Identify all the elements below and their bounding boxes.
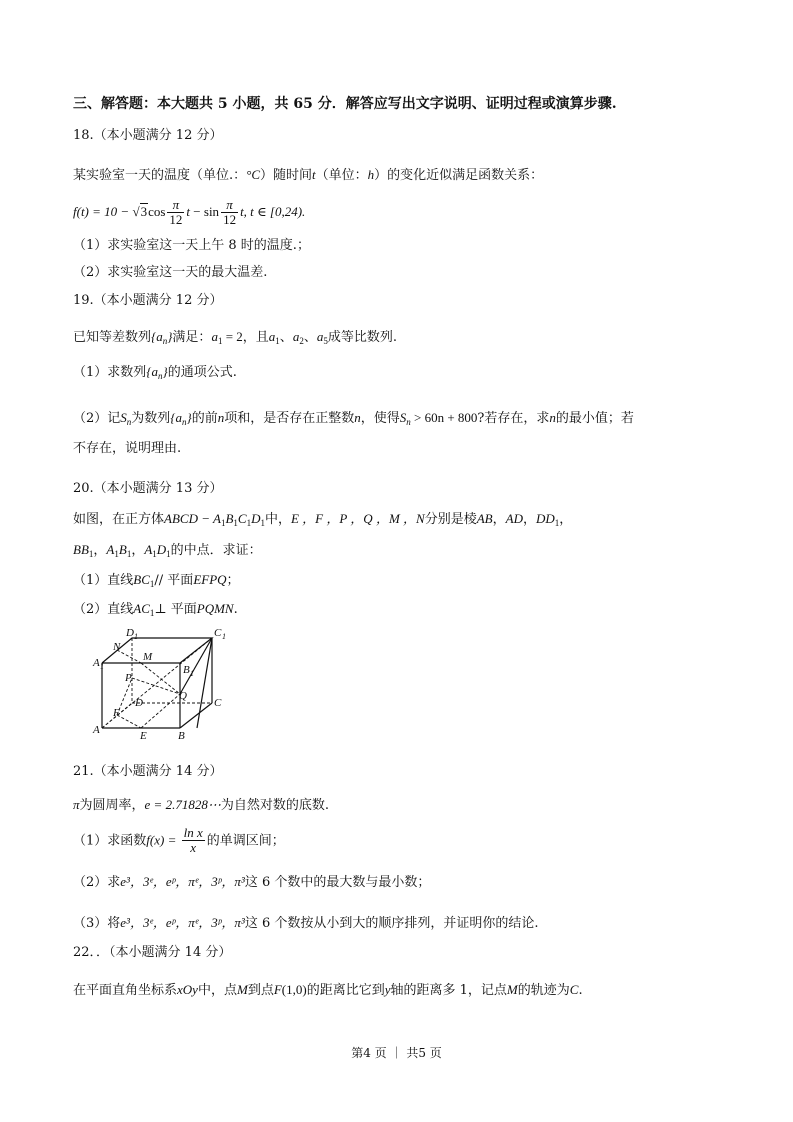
label-C1-sub: 1 <box>222 632 226 641</box>
q20-stem-cont: $BB_1$，$A_1B_1$，$A_1D_1$的中点．求证： <box>73 542 262 559</box>
q20-heading: 20.（本小题满分 13 分） <box>73 481 223 496</box>
label-B1-sub: 1 <box>190 669 194 678</box>
q18-function: f(t) = 10 − √3cos $\frac{\pi}{12}$ t − sin $\frac{\pi}{12}$ t, t ∈ [0,24). <box>73 197 306 228</box>
q21-heading: 21.（本小题满分 14 分） <box>73 764 223 779</box>
label-Q: Q <box>179 690 187 702</box>
label-P: P <box>125 672 132 684</box>
label-C: C <box>214 697 222 709</box>
label-A: A <box>93 724 100 736</box>
section-header: 三、解答题：本大题共 5 小题，共 65 分．解答应写出文字说明、证明过程或演算步骤. <box>73 96 617 112</box>
q18-part1: （1）求实验室这一天上午 8 时的温度.； <box>73 238 310 253</box>
label-B1: B <box>183 664 190 676</box>
label-D: D <box>135 697 143 709</box>
q21-part2: （2）求e³，3ᵉ，eᵖ，πᵉ，3ᵖ，π³这 6 个数中的最大数与最小数； <box>73 874 431 890</box>
label-D1-sub: 1 <box>134 632 138 641</box>
q22-stem: 在平面直角坐标系xOy中，点M到点F(1,0)的距离比它到y轴的距离多 1，记点M的轨迹为C. <box>73 982 583 998</box>
label-B: B <box>178 730 185 742</box>
q20-part2: （2）直线$AC_1\perp$ 平面PQMN. <box>73 601 238 618</box>
page-footer: 第4 页 ｜ 共5 页 <box>351 1046 442 1060</box>
q19-part1: （1）求数列$\{a_n\}$的通项公式. <box>73 364 237 381</box>
q19-part2-cont: 不存在，说明理由. <box>73 441 182 456</box>
label-D1: D <box>126 627 134 639</box>
label-F: F <box>113 707 120 719</box>
q19-stem: 已知等差数列$\{a_n\}$满足：$a_1 = 2$，且$a_1$、$a_2$、$a_5$成等比数列. <box>73 329 397 346</box>
label-M: M <box>143 651 153 663</box>
q21-part1: （1）求函数f(x) = $\frac{\text{ln x}}{x}$ 的单调区间； <box>73 825 285 856</box>
q20-stem: 如图，在正方体ABCD − $A_1B_1C_1D_1$中，E ，F ，P ，Q ，M ，N分别是棱AB，AD，$DD_1$， <box>73 511 573 528</box>
label-E: E <box>140 730 147 742</box>
label-N: N <box>113 641 121 653</box>
label-A1-sub: 1 <box>100 662 104 671</box>
q21-intro: π为圆周率，e = 2.71828⋯为自然对数的底数. <box>73 797 329 813</box>
q18-heading: 18.（本小题满分 12 分） <box>73 128 223 143</box>
q18-stem: 某实验室一天的温度（单位.：°C）随时间t（单位：h）的变化近似满足函数关系： <box>73 167 544 183</box>
q22-heading: 22．．（本小题满分 14 分） <box>73 945 232 960</box>
q18-part2: （2）求实验室这一天的最大温差. <box>73 265 268 280</box>
label-C1: C <box>214 627 222 639</box>
q21-part3: （3）将e³，3ᵉ，eᵖ，πᵉ，3ᵖ，π³这 6 个数按从小到大的顺序排列，并证明你的结论. <box>73 915 539 931</box>
q19-heading: 19.（本小题满分 12 分） <box>73 293 223 308</box>
q20-part1: （1）直线$BC_1//$ 平面EFPQ； <box>73 572 240 589</box>
cube-figure <box>80 620 230 745</box>
label-A1: A <box>93 657 100 669</box>
q19-part2: （2）记$S_n$为数列$\{a_n\}$的前n项和，是否存在正整数n，使得$S_n > 60n + 800$?若存在，求n的最小值；若 <box>73 410 634 427</box>
